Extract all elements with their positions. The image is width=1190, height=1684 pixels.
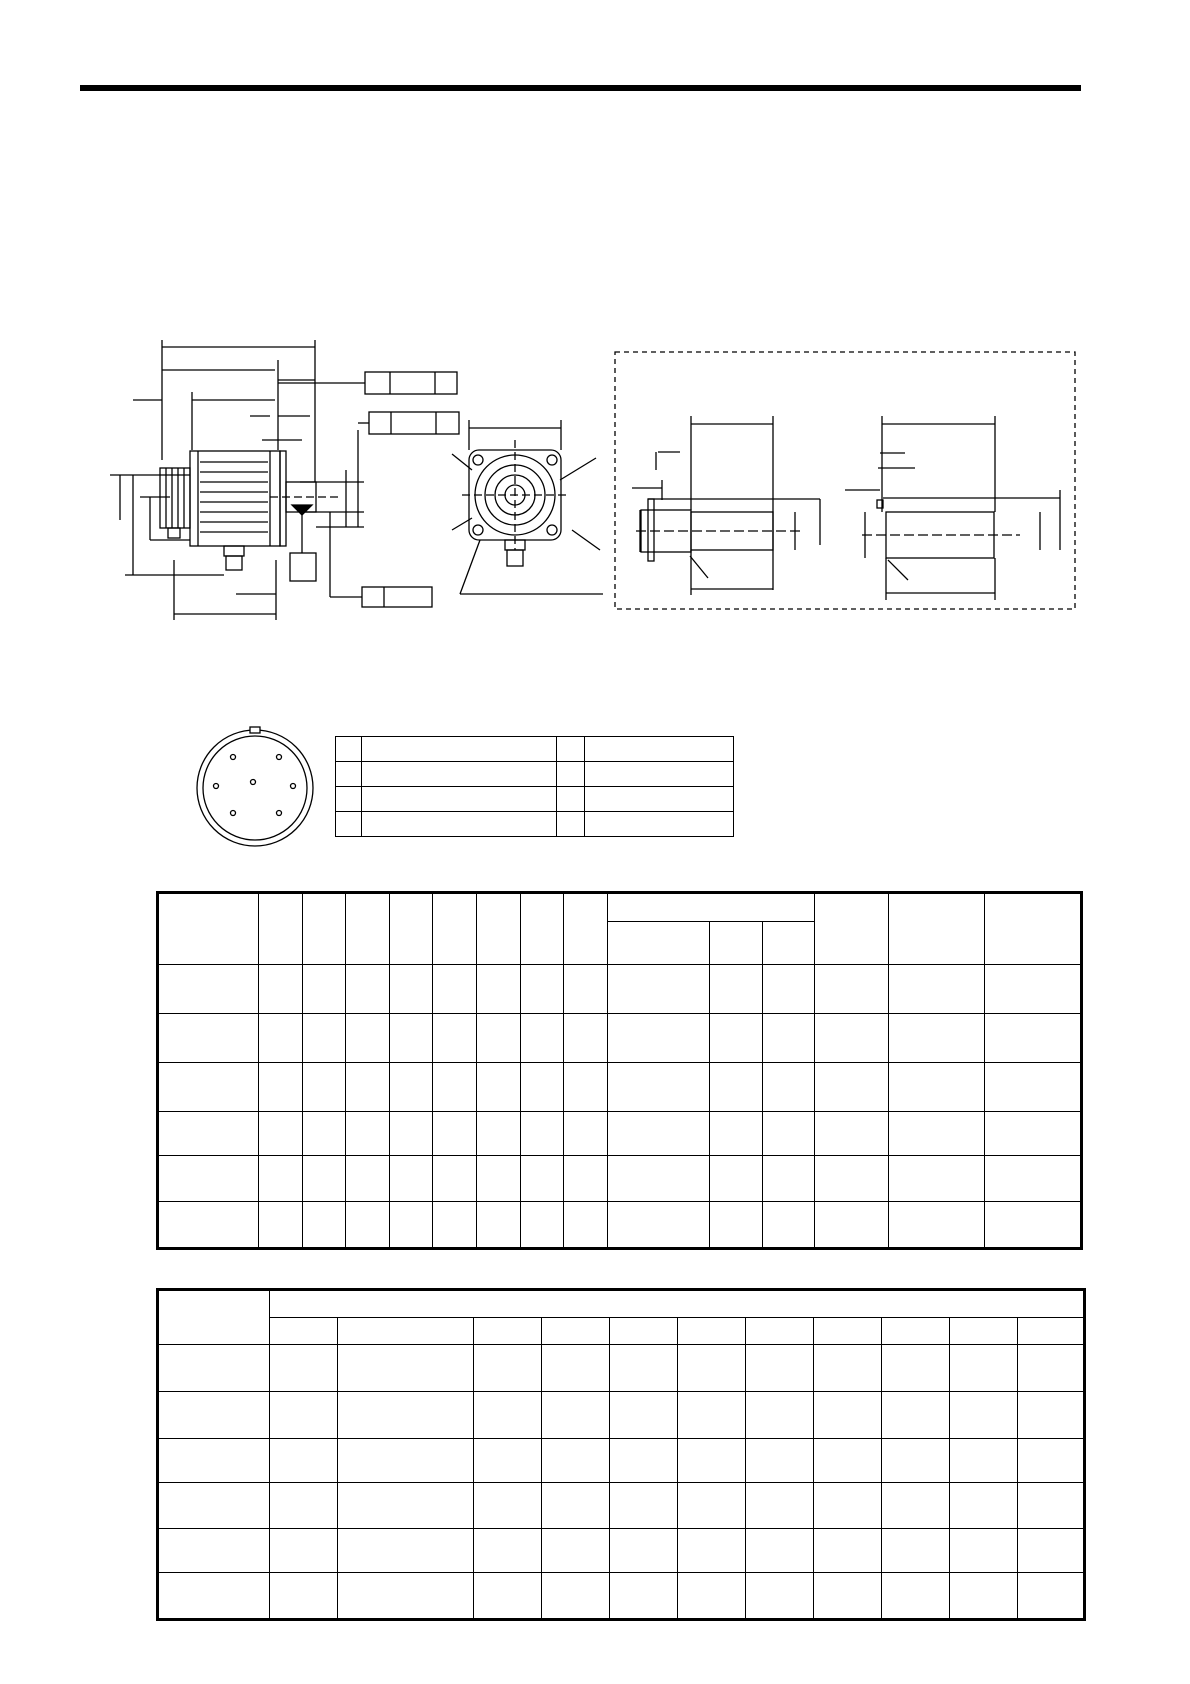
cell <box>362 737 557 762</box>
cell <box>985 1014 1081 1063</box>
cell <box>1018 1483 1084 1529</box>
cell <box>336 762 362 787</box>
cell <box>814 1392 882 1439</box>
cell <box>521 1112 564 1156</box>
cell <box>477 965 521 1014</box>
cell <box>608 1156 710 1202</box>
cell <box>610 1529 678 1573</box>
cell <box>814 1318 882 1345</box>
cell <box>346 1112 390 1156</box>
cell <box>270 1345 338 1392</box>
cell <box>882 1483 950 1529</box>
cell <box>159 965 259 1014</box>
cell <box>521 1014 564 1063</box>
cell <box>608 1202 710 1248</box>
header-cell <box>303 894 346 965</box>
cell <box>985 1202 1081 1248</box>
cell <box>814 1573 882 1619</box>
cell <box>564 1014 608 1063</box>
cell <box>1018 1318 1084 1345</box>
cell <box>303 1156 346 1202</box>
cell <box>390 1202 433 1248</box>
cell <box>159 1156 259 1202</box>
cell <box>346 1063 390 1112</box>
cell <box>678 1529 746 1573</box>
header-cell <box>985 894 1081 965</box>
cell <box>346 965 390 1014</box>
table-row <box>159 1156 1081 1202</box>
table-row <box>159 1573 1084 1619</box>
cell <box>746 1483 814 1529</box>
cell <box>336 737 362 762</box>
cell <box>477 1156 521 1202</box>
cell <box>338 1318 474 1345</box>
cell <box>678 1392 746 1439</box>
header-cell <box>159 894 259 965</box>
cell <box>950 1345 1018 1392</box>
cell <box>557 812 585 837</box>
cell <box>882 1439 950 1483</box>
cell <box>259 1014 303 1063</box>
cell <box>390 1156 433 1202</box>
cell <box>542 1483 610 1529</box>
cell <box>542 1318 610 1345</box>
cell <box>557 762 585 787</box>
cell <box>362 762 557 787</box>
cell <box>433 1156 477 1202</box>
header-cell <box>390 894 433 965</box>
cell <box>985 1156 1081 1202</box>
header-cell <box>608 894 815 922</box>
cell <box>159 1392 270 1439</box>
cell <box>882 1345 950 1392</box>
cell <box>889 1202 985 1248</box>
cell <box>474 1392 542 1439</box>
table-row <box>159 1392 1084 1439</box>
cell <box>815 1112 889 1156</box>
cell <box>259 1156 303 1202</box>
cell <box>889 1112 985 1156</box>
cell <box>474 1483 542 1529</box>
cell <box>610 1345 678 1392</box>
cell <box>303 1063 346 1112</box>
cell <box>564 1063 608 1112</box>
cell <box>270 1529 338 1573</box>
cell <box>1018 1392 1084 1439</box>
cell <box>815 965 889 1014</box>
cell <box>585 737 734 762</box>
table-header-row <box>159 894 1081 922</box>
cell <box>542 1392 610 1439</box>
cell <box>585 762 734 787</box>
cell <box>542 1529 610 1573</box>
cell <box>477 1112 521 1156</box>
cell <box>889 1156 985 1202</box>
cell <box>564 965 608 1014</box>
cell <box>815 1202 889 1248</box>
cell <box>270 1392 338 1439</box>
cell <box>710 1014 763 1063</box>
header-cell <box>521 894 564 965</box>
cell <box>338 1573 474 1619</box>
cell <box>678 1483 746 1529</box>
cell <box>815 1063 889 1112</box>
cell <box>763 1014 815 1063</box>
table-header-row <box>159 1291 1084 1318</box>
table-row <box>159 1529 1084 1573</box>
table-row <box>159 1014 1081 1063</box>
header-cell <box>270 1291 1084 1318</box>
cell <box>433 1063 477 1112</box>
table-header-row <box>159 1318 1084 1345</box>
cell <box>336 812 362 837</box>
cell <box>985 1112 1081 1156</box>
cell <box>814 1345 882 1392</box>
cell <box>338 1529 474 1573</box>
cell <box>433 1202 477 1248</box>
cell <box>338 1345 474 1392</box>
cell <box>1018 1529 1084 1573</box>
cell <box>746 1573 814 1619</box>
cell <box>610 1439 678 1483</box>
cell <box>303 1202 346 1248</box>
cell <box>564 1202 608 1248</box>
header-cell <box>346 894 390 965</box>
dimension-table-2 <box>158 1290 1084 1619</box>
cell <box>542 1345 610 1392</box>
cell <box>270 1439 338 1483</box>
cell <box>259 1202 303 1248</box>
cell <box>477 1202 521 1248</box>
cell <box>746 1529 814 1573</box>
cell <box>608 1063 710 1112</box>
cell <box>746 1318 814 1345</box>
cell <box>889 965 985 1014</box>
cell <box>564 1112 608 1156</box>
connector-face <box>197 727 313 846</box>
cell <box>159 1439 270 1483</box>
cell <box>814 1529 882 1573</box>
cell <box>521 1202 564 1248</box>
cell <box>338 1439 474 1483</box>
cell <box>815 1014 889 1063</box>
cell <box>557 787 585 812</box>
cell <box>1018 1439 1084 1483</box>
cell <box>390 1063 433 1112</box>
cell <box>814 1483 882 1529</box>
cell <box>542 1439 610 1483</box>
header-cell <box>608 922 710 965</box>
cell <box>763 1063 815 1112</box>
cell <box>362 787 557 812</box>
cell <box>815 1156 889 1202</box>
cell <box>763 965 815 1014</box>
cell <box>710 965 763 1014</box>
cell <box>521 1063 564 1112</box>
cell <box>338 1483 474 1529</box>
header-cell <box>763 922 815 965</box>
cell <box>746 1345 814 1392</box>
cell <box>159 1063 259 1112</box>
cell <box>678 1318 746 1345</box>
cell <box>610 1318 678 1345</box>
cell <box>159 1014 259 1063</box>
cell <box>270 1318 338 1345</box>
cell <box>608 965 710 1014</box>
cell <box>270 1483 338 1529</box>
cell <box>159 1202 259 1248</box>
cell <box>390 1112 433 1156</box>
cell <box>950 1573 1018 1619</box>
cell <box>950 1483 1018 1529</box>
header-cell <box>710 922 763 965</box>
cell <box>521 965 564 1014</box>
cell <box>1018 1573 1084 1619</box>
cell <box>814 1439 882 1483</box>
dimension-table-1 <box>158 893 1081 1248</box>
cell <box>608 1014 710 1063</box>
cell <box>542 1573 610 1619</box>
cell <box>159 1345 270 1392</box>
cell <box>521 1156 564 1202</box>
cell <box>985 965 1081 1014</box>
cell <box>433 1014 477 1063</box>
header-cell <box>477 894 521 965</box>
table-row <box>159 1483 1084 1529</box>
table-row <box>336 737 734 762</box>
cell <box>362 812 557 837</box>
cell <box>950 1392 1018 1439</box>
header-cell <box>433 894 477 965</box>
cell <box>346 1202 390 1248</box>
table-row <box>336 787 734 812</box>
cell <box>746 1392 814 1439</box>
cell <box>557 737 585 762</box>
header-cell <box>889 894 985 965</box>
cell <box>710 1202 763 1248</box>
cell <box>950 1529 1018 1573</box>
table-row <box>159 1345 1084 1392</box>
cell <box>1018 1345 1084 1392</box>
cell <box>477 1063 521 1112</box>
cell <box>159 1483 270 1529</box>
cell <box>564 1156 608 1202</box>
cell <box>159 1573 270 1619</box>
table-row <box>159 1439 1084 1483</box>
cell <box>474 1318 542 1345</box>
cell <box>433 1112 477 1156</box>
header-cell <box>564 894 608 965</box>
cell <box>474 1573 542 1619</box>
table-row <box>336 812 734 837</box>
cell <box>159 1529 270 1573</box>
table-row <box>159 1202 1081 1248</box>
shaft-end-variants <box>615 352 1075 609</box>
cell <box>882 1318 950 1345</box>
cell <box>477 1014 521 1063</box>
cell <box>746 1439 814 1483</box>
cell <box>259 1063 303 1112</box>
cell <box>710 1063 763 1112</box>
cell <box>763 1112 815 1156</box>
cell <box>585 812 734 837</box>
cell <box>610 1573 678 1619</box>
cell <box>270 1573 338 1619</box>
cell <box>303 1014 346 1063</box>
table-row <box>159 1112 1081 1156</box>
cell <box>610 1392 678 1439</box>
cell <box>763 1156 815 1202</box>
cell <box>889 1063 985 1112</box>
cell <box>882 1392 950 1439</box>
cell <box>303 965 346 1014</box>
cell <box>710 1112 763 1156</box>
cell <box>346 1156 390 1202</box>
cell <box>159 1112 259 1156</box>
cell <box>882 1529 950 1573</box>
cell <box>985 1063 1081 1112</box>
cell <box>474 1439 542 1483</box>
cell <box>259 965 303 1014</box>
motor-side-outline <box>110 340 459 620</box>
cell <box>390 1014 433 1063</box>
connector-pin-table <box>335 736 734 837</box>
cell <box>678 1345 746 1392</box>
cell <box>710 1156 763 1202</box>
cell <box>259 1112 303 1156</box>
cell <box>882 1573 950 1619</box>
motor-flange-front <box>452 420 603 594</box>
cell <box>346 1014 390 1063</box>
cell <box>338 1392 474 1439</box>
cell <box>303 1112 346 1156</box>
cell <box>585 787 734 812</box>
cell <box>950 1318 1018 1345</box>
cell <box>610 1483 678 1529</box>
cell <box>336 787 362 812</box>
header-cell <box>259 894 303 965</box>
cell <box>474 1529 542 1573</box>
cell <box>763 1202 815 1248</box>
cell <box>474 1345 542 1392</box>
table-row <box>159 1063 1081 1112</box>
cell <box>950 1439 1018 1483</box>
cell <box>390 965 433 1014</box>
cell <box>433 965 477 1014</box>
cell <box>678 1573 746 1619</box>
table-row <box>159 965 1081 1014</box>
cell <box>889 1014 985 1063</box>
header-cell <box>815 894 889 965</box>
table-row <box>336 762 734 787</box>
cell <box>678 1439 746 1483</box>
cell <box>608 1112 710 1156</box>
header-cell <box>159 1291 270 1345</box>
